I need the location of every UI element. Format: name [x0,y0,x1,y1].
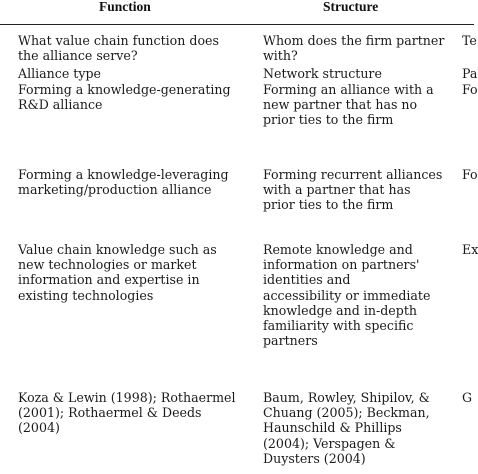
cell-line: Pa [462,66,478,81]
function-cell [18,390,236,436]
cell-line: Ex [462,242,478,257]
cell-line: Fo [462,82,478,97]
cell-line: Te [462,33,477,48]
structure-cell [263,33,444,63]
cell-line: (2004) [18,420,60,436]
cell-line: Network structure [263,66,382,81]
cell-line: (2004); Verspagen & [263,435,396,451]
cell-line: accessibility or immediate [263,287,431,303]
function-cell [18,167,229,197]
third-column-cell [462,82,478,97]
structure-cell [263,167,442,213]
cell-line: Chuang (2005); Beckman, [263,405,430,421]
cell-line: familiarity with specific [263,318,414,334]
structure-cell [263,390,430,466]
cell-line: R&D alliance [18,97,103,113]
third-column-cell [462,242,478,257]
function-cell [18,82,231,112]
cell-line: partners [263,333,318,349]
cell-line: Baum, Rowley, Shipilov, & [263,390,430,405]
cell-line: (2001); Rothaermel & Deeds [18,405,202,421]
structure-cell [263,242,430,348]
third-column-cell [462,66,477,81]
function-cell [18,66,101,81]
cell-line: existing technologies [18,287,154,303]
column-header-function: Function [99,0,151,14]
function-cell [18,33,219,63]
cell-line: G [462,390,473,405]
structure-cell [263,66,382,81]
third-column-cell [462,33,477,48]
cell-line: Forming a knowledge-leveraging [18,167,229,182]
cell-line: Whom does the firm partner [263,33,445,48]
cell-line: Value chain knowledge such as [18,242,217,257]
cell-line: Fo [462,167,478,182]
cell-line: Forming an alliance with a [263,82,434,97]
third-column-cell [462,390,472,405]
cell-line: prior ties to the firm [263,112,394,128]
cell-line: the alliance serve? [18,48,138,64]
cell-line: information and expertise in [18,272,200,288]
cell-line: prior ties to the firm [263,197,394,213]
cell-line: new technologies or market [18,257,197,273]
third-column-cell [462,167,478,182]
cell-line: with? [263,48,298,64]
cell-line: Forming a knowledge-generating [18,82,231,97]
header-rule [0,24,474,25]
cell-line: identities and [263,272,351,288]
cell-line: marketing/production alliance [18,182,212,198]
column-header-structure: Structure [323,0,379,14]
cell-line: with a partner that has [263,182,411,198]
cell-line: Haunschild & Phillips [263,420,402,436]
cell-line: knowledge and in-depth [263,302,417,318]
cell-line: new partner that has no [263,97,418,113]
cell-line: Koza & Lewin (1998); Rothaermel [18,390,236,405]
cell-line: Alliance type [18,66,101,81]
structure-cell [263,82,434,128]
cell-line: Forming recurrent alliances [263,167,443,182]
cell-line: What value chain function does [18,33,219,48]
function-cell [18,242,217,303]
cell-line: information on partners' [263,257,420,273]
cell-line: Remote knowledge and [263,242,413,257]
cell-line: Duysters (2004) [263,450,366,466]
